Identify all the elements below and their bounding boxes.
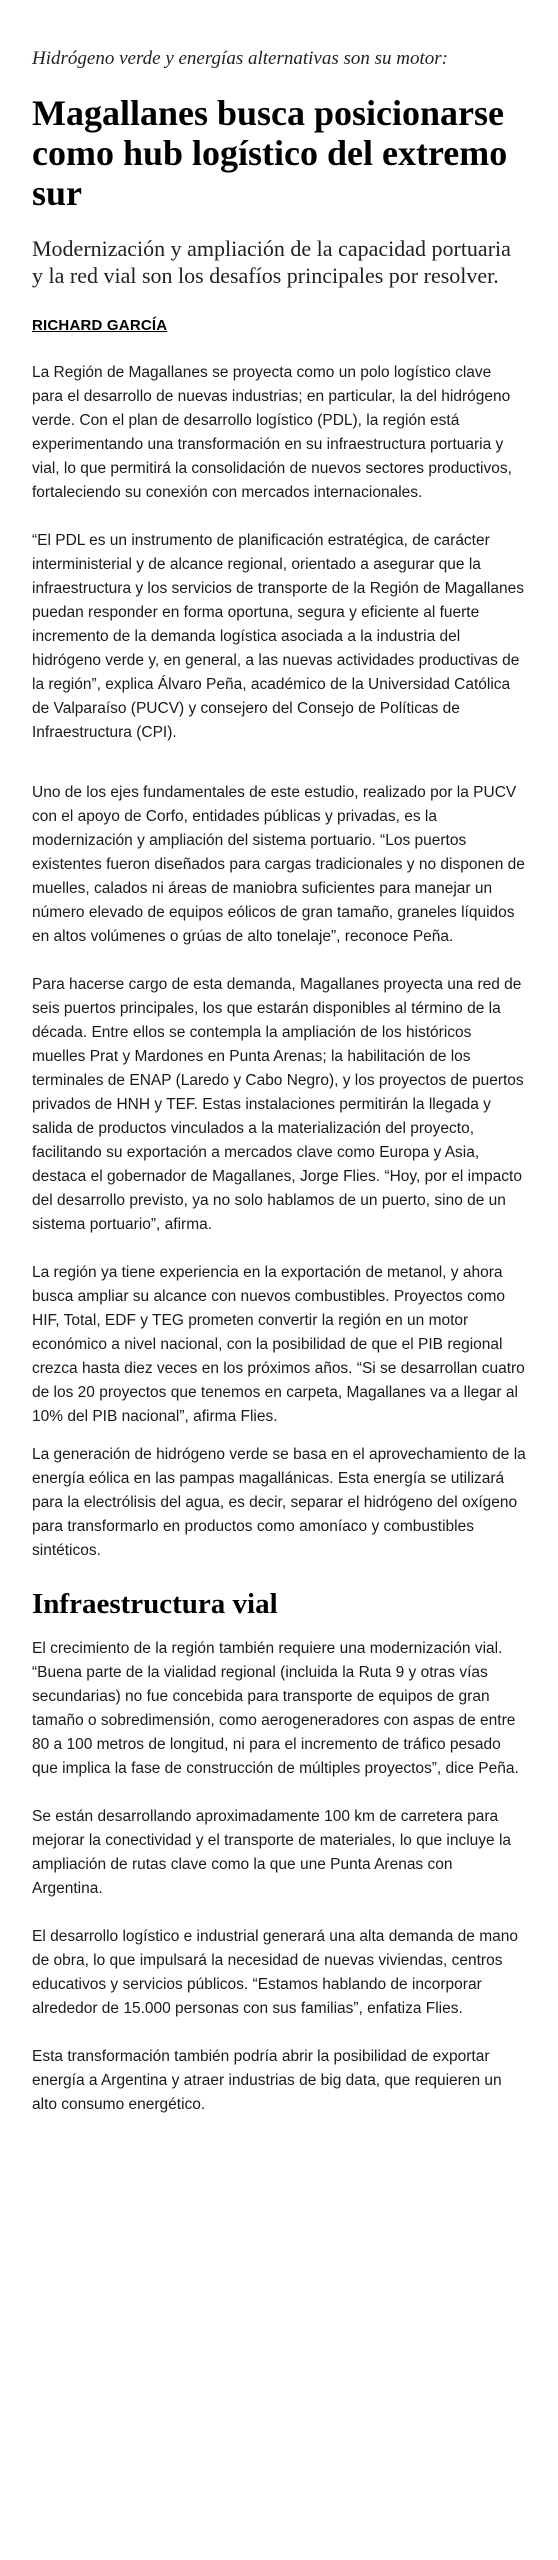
body-paragraph: “El PDL es un instrumento de planificación estratégica, de carácter interministerial y de alcance regional, orientado a asegurar que la infraestructura y los servicios de transporte de la Región de Magallanes puedan responder en forma oportuna, segura y eficiente al fuerte incremento de la demanda logística asociada a la industria del hidrógeno verde y, en general, a las nuevas actividades productivas de la región”, explica Álvaro Peña, académico de la Universidad Católica de Valparaíso (PUCV) y consejero del Consejo de Políticas de Infraestructura (CPI). — [32, 532, 524, 741]
body-paragraph: El desarrollo logístico e industrial generará una alta demanda de mano de obra, lo que impulsará la necesidad de nuevas viviendas, centros educativos y servicios públicos. “Estamos hablando de incorporar alrededor de 15.000 personas con sus familias”, enfatiza Flies. — [32, 1928, 518, 2017]
section-subheading: Infraestructura vial — [32, 1588, 278, 1620]
paragraph-spacer — [32, 769, 526, 781]
body-paragraph: Para hacerse cargo de esta demanda, Magallanes proyecta una red de seis puertos principales, los que estarán disponibles al término de la década. Entre ellos se contempla la ampliación de los históricos muelles Prat y Mardones en Punta Arenas; la habilitación de los terminales de ENAP (Laredo y Cabo Negro), y los proyectos de puertos privados de HNH y TEF. Estas instalaciones permitirán la llegada y salida de productos vinculados a la materialización del proyecto, facilitando su exportación a mercados clave como Europa y Asia, destaca el gobernador de Magallanes, Jorge Flies. “Hoy, por el impacto del desarrollo previsto, ya no solo hablamos de un puerto, sino de un sistema portuario”, afirma. — [32, 976, 524, 1233]
body-paragraph: Se están desarrollando aproximadamente 100 km de carretera para mejorar la conectividad y el transporte de materiales, lo que incluye la ampliación de rutas clave como la que une Punta Arenas con Argentina. — [32, 1808, 512, 1897]
article-headline: Magallanes busca posicionarse como hub logístico del extremo sur — [32, 93, 508, 213]
body-paragraph: La generación de hidrógeno verde se basa en el aprovechamiento de la energía eólica en las pampas magallánicas. Esta energía se utilizará para la electrólisis del agua, es decir, separar el hidrógeno del oxígeno para transformarlo en productos como amoníaco y combustibles sintéticos. — [32, 1446, 526, 1559]
body-paragraph: La región ya tiene experiencia en la exportación de metanol, y ahora busca ampliar su alcance con nuevos combustibles. Proyectos como HIF, Total, EDF y TEG prometen convertir la región en un motor económico a nivel nacional, con la posibilidad de que el PIB regional crezca hasta diez veces en los próximos años. “Si se desarrollan cuatro de los 20 proyectos que tenemos en carpeta, Magallanes va a llegar al 10% del PIB nacional”, afirma Flies. — [32, 1264, 525, 1425]
body-paragraph: El crecimiento de la región también requiere una modernización vial. “Buena parte de la vialidad regional (incluida la Ruta 9 y otras vías secundarias) no fue concebida para transporte de equipos de gran tamaño o sobredimensión, como aerogeneradores con aspas de entre 80 a 100 metros de longitud, ni para el incremento de tráfico pesado que implica la fase de construcción de múltiples proyectos”, dice Peña. — [32, 1640, 519, 1777]
body-paragraph: Esta transformación también podría abrir la posibilidad de exportar energía a Argentina y atraer industrias de big data, que requieren un alto consumo energético. — [32, 2048, 502, 2113]
body-paragraph: Uno de los ejes fundamentales de este estudio, realizado por la PUCV con el apoyo de Corfo, entidades públicas y privadas, es la modernización y ampliación del sistema portuario. “Los puertos existentes fueron diseñados para cargas tradicionales y no disponen de muelles, calados ni áreas de maniobra suficientes para manejar un número elevado de equipos eólicos de gran tamaño, graneles líquidos en altos volúmenes o grúas de alto tonelaje”, reconoce Peña. — [32, 784, 525, 945]
article-kicker: Hidrógeno verde y energías alternativas son su motor: — [32, 48, 449, 69]
article-deck: Modernización y ampliación de la capacidad portuaria y la red vial son los desafíos principales por resolver. — [32, 236, 511, 288]
body-paragraph: La Región de Magallanes se proyecta como un polo logístico clave para el desarrollo de nuevas industrias; en particular, la del hidrógeno verde. Con el plan de desarrollo logístico (PDL), la región está experimentando una transformación en su infraestructura portuaria y vial, lo que permitirá la consolidación de nuevos sectores productivos, fortaleciendo su conexión con mercados internacionales. — [32, 364, 512, 501]
author-byline[interactable]: RICHARD GARCÍA — [32, 317, 168, 334]
